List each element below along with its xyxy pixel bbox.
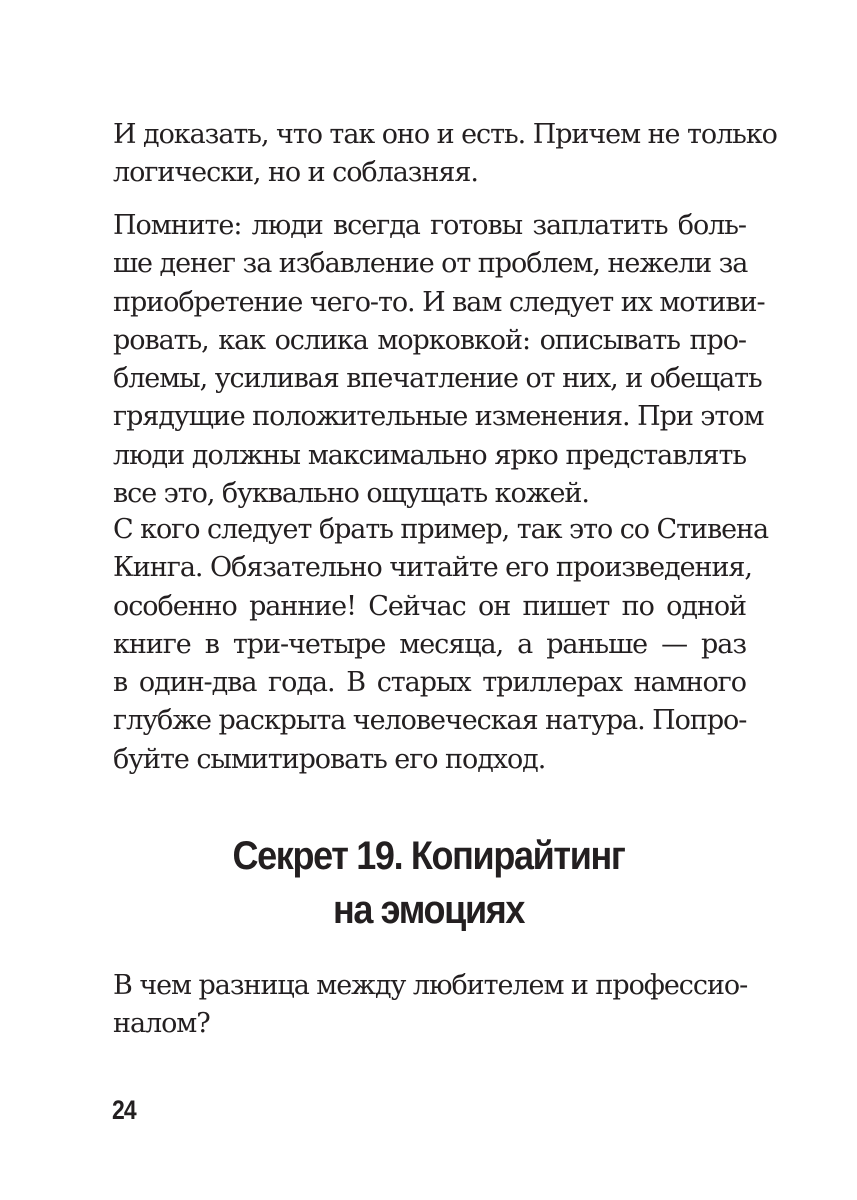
text-line: в один-два года. В старых триллерах намного	[113, 667, 746, 699]
text-line: блемы, усиливая впечатление от них, и обещать	[113, 363, 762, 395]
text-line: люди должны максимально ярко представлять	[113, 439, 746, 471]
section-heading	[43, 829, 814, 937]
text-line: налом?	[113, 1008, 210, 1040]
paragraph-1	[113, 116, 777, 193]
text-line: ше денег за избавление от проблем, нежели за	[113, 248, 748, 280]
paragraph-4	[113, 967, 746, 1044]
text-line: особенно ранние! Сейчас он пишет по одной	[113, 590, 746, 622]
heading-line: на эмоциях	[332, 888, 525, 932]
text-line: глубже раскрыта человеческая натура. Попро-	[113, 705, 747, 737]
text-line: книге в три-четыре месяца, а раньше — раз	[113, 628, 746, 660]
text-line: С кого следует брать пример, так это со Стивена	[113, 514, 769, 545]
text-line: В чем разница между любителем и профессио-	[113, 970, 748, 1001]
text-line: Кинга. Обязательно читайте его произведения,	[113, 552, 752, 584]
paragraph-2	[113, 207, 765, 513]
paragraph-3	[113, 511, 769, 779]
text-line: грядущие положительные изменения. При этом	[113, 401, 764, 433]
text-line: И доказать, что так оно и есть. Причем не только	[113, 119, 777, 150]
page-number: 24	[112, 1095, 136, 1125]
text-line: буйте сымитировать его подход.	[113, 743, 546, 775]
heading-line: Секрет 19. Копирайтинг	[232, 834, 625, 878]
text-line: логически, но и соблазняя.	[113, 157, 478, 189]
text-line: ровать, как ослика морковкой: описывать про-	[113, 324, 746, 356]
text-line: приобретение чего-то. И вам следует их мотиви-	[113, 286, 765, 318]
text-line: Помните: люди всегда готовы заплатить боль-	[113, 210, 746, 241]
text-line: все это, буквально ощущать кожей.	[113, 478, 589, 510]
